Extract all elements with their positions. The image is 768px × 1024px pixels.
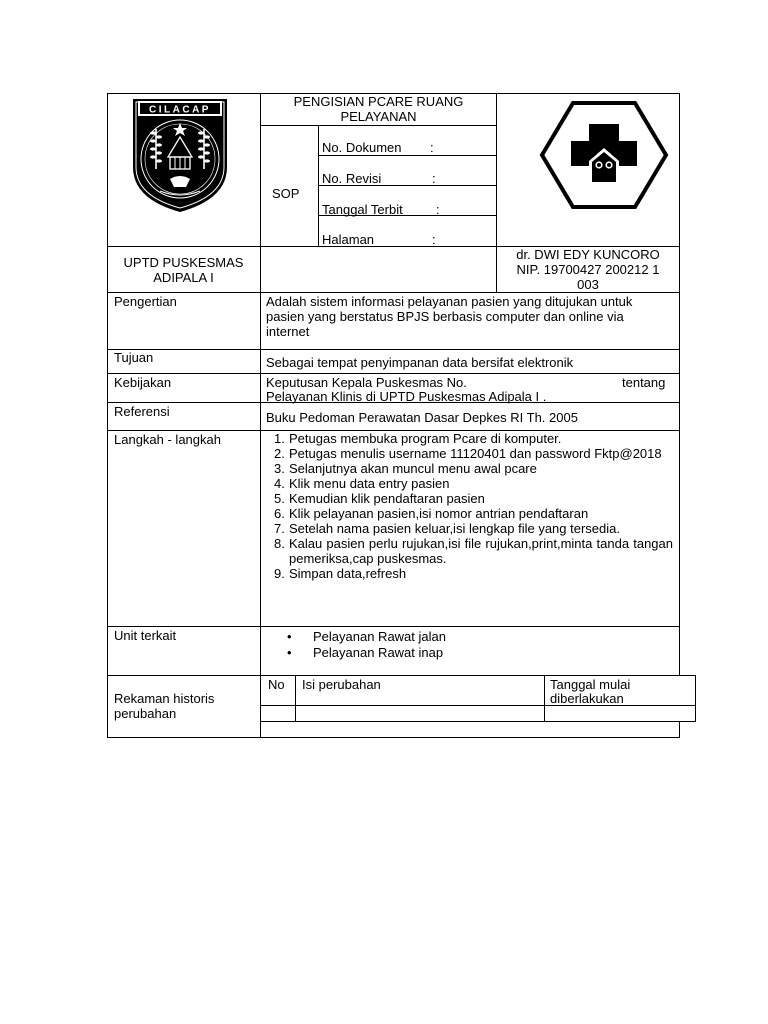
list-item xyxy=(262,491,673,506)
units-list xyxy=(260,629,670,661)
history-header-isi: Isi perubahan xyxy=(302,677,381,692)
step-number: 4. xyxy=(274,476,285,491)
organization-name-line1: UPTD PUSKESMAS xyxy=(123,255,244,270)
step-text: Simpan data,refresh xyxy=(289,566,407,581)
step-text: Petugas menulis username 11120401 dan password Fktp@2018 xyxy=(289,446,662,461)
field-label: No. Dokumen xyxy=(322,140,402,155)
step-text: Setelah nama pasien keluar,isi lengkap file yang tersedia. xyxy=(289,521,620,536)
referensi-label: Referensi xyxy=(114,404,170,419)
signer-nip-line1: NIP. 19700427 200212 1 xyxy=(516,262,660,277)
field-separator: : xyxy=(432,171,436,186)
field-label: No. Revisi xyxy=(322,171,382,186)
document-title-line1: PENGISIAN PCARE RUANG xyxy=(293,94,464,109)
step-text: Petugas membuka program Pcare di komputer. xyxy=(289,431,562,446)
step-text: Kalau pasien perlu rujukan,isi file rujukan,print,minta tanda tangan pemeriksa,cap puskesmas. xyxy=(289,536,673,566)
list-item xyxy=(262,521,673,536)
puskesmas-logo xyxy=(536,100,672,210)
kebijakan-label: Kebijakan xyxy=(114,375,172,390)
unit-terkait-label: Unit terkait xyxy=(114,628,177,643)
logo-text: CILACAP xyxy=(149,104,211,116)
organization-name-line2: ADIPALA I xyxy=(153,270,214,285)
tujuan-label: Tujuan xyxy=(114,350,154,365)
history-header-tanggal-line1: Tanggal mulai xyxy=(550,677,631,692)
referensi-text: Buku Pedoman Perawatan Dasar Depkes RI Th. 2005 xyxy=(266,410,578,425)
tujuan-text: Sebagai tempat penyimpanan data bersifat elektronik xyxy=(266,355,574,370)
history-header-tanggal-line2: diberlakukan xyxy=(550,691,624,706)
list-item: • Pelayanan Rawat jalan xyxy=(260,629,670,645)
step-number: 2. xyxy=(274,446,285,461)
list-item xyxy=(262,506,673,521)
kebijakan-text-line1-end: tentang xyxy=(622,375,666,390)
field-label: Tanggal Terbit xyxy=(322,202,403,217)
signer-nip-line2: 003 xyxy=(577,277,599,292)
signer-name: dr. DWI EDY KUNCORO xyxy=(516,247,660,262)
list-item xyxy=(262,476,673,491)
step-text: Klik pelayanan pasien,isi nomor antrian pendaftaran xyxy=(289,506,589,521)
list-item xyxy=(262,536,673,566)
steps-list xyxy=(262,431,673,581)
field-label: Halaman xyxy=(322,232,375,247)
step-number: 1. xyxy=(274,431,285,446)
list-item xyxy=(262,566,673,581)
step-number: 9. xyxy=(274,566,285,581)
list-item: • Pelayanan Rawat inap xyxy=(260,645,670,661)
list-item xyxy=(262,461,673,476)
list-item xyxy=(262,446,673,461)
list-item xyxy=(262,431,673,446)
field-separator: : xyxy=(436,202,440,217)
pengertian-text: Adalah sistem informasi pelayanan pasien yang ditujukan untuk pasien yang berstatus BPJS berbasis computer dan online via internet xyxy=(266,294,633,339)
pengertian-label: Pengertian xyxy=(114,294,177,309)
rekaman-label-line1: Rekaman historis xyxy=(114,691,215,706)
step-text: Selanjutnya akan muncul menu awal pcare xyxy=(289,461,537,476)
kebijakan-text-line1-start: Keputusan Kepala Puskesmas No. xyxy=(266,375,467,390)
field-separator: : xyxy=(432,232,436,247)
step-number: 7. xyxy=(274,521,285,536)
step-number: 8. xyxy=(274,536,285,551)
step-text: Klik menu data entry pasien xyxy=(289,476,450,491)
kebijakan-text-line2: Pelayanan Klinis di UPTD Puskesmas Adipala I . xyxy=(266,389,547,404)
sop-label: SOP xyxy=(272,186,300,201)
history-header-no: No xyxy=(268,677,285,692)
step-number: 6. xyxy=(274,506,285,521)
rekaman-label-line2: perubahan xyxy=(114,706,177,721)
step-number: 5. xyxy=(274,491,285,506)
langkah-label: Langkah - langkah xyxy=(114,432,221,447)
cilacap-logo xyxy=(130,95,230,215)
step-number: 3. xyxy=(274,461,285,476)
document-title-line2: PELAYANAN xyxy=(340,109,417,124)
field-separator: : xyxy=(430,140,434,155)
step-text: Kemudian klik pendaftaran pasien xyxy=(289,491,485,506)
